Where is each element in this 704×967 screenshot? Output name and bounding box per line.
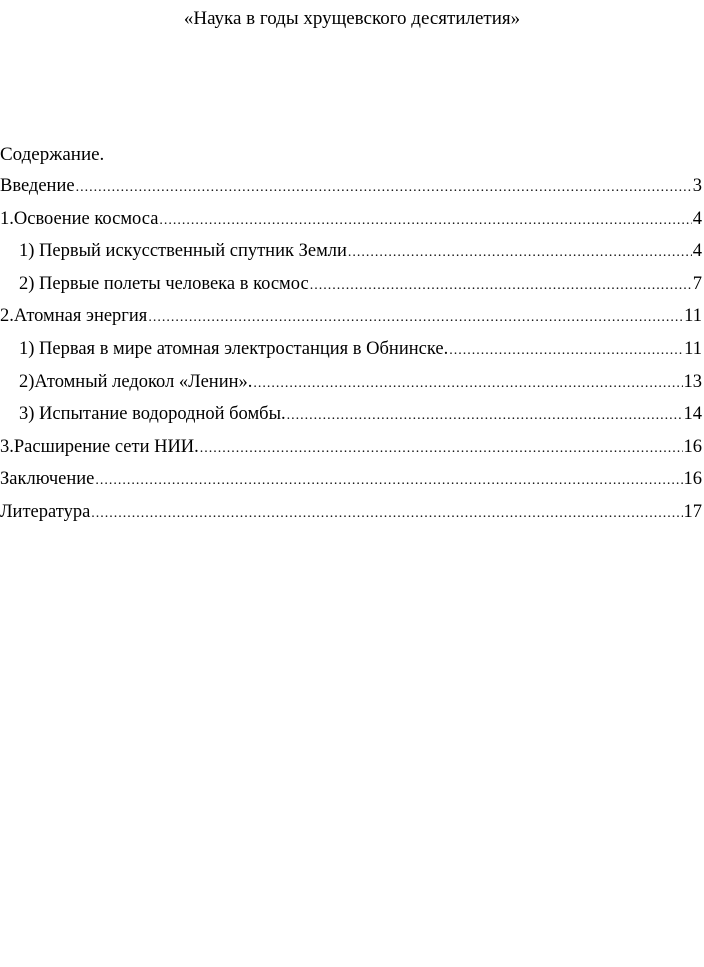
toc-entry-page: 14 xyxy=(683,404,702,425)
toc-entry-page: 17 xyxy=(683,501,702,522)
toc-entry-label: 3.Расширение сети НИИ. xyxy=(0,436,199,457)
toc-entry-page: 16 xyxy=(683,469,702,490)
toc-entry-conclusion[interactable] xyxy=(0,467,704,500)
toc-entry-label: 2.Атомная энергия xyxy=(0,306,148,327)
toc-entry-page: 11 xyxy=(684,338,702,359)
toc-dot-leader xyxy=(148,306,683,330)
toc-entry-research-institutes[interactable] xyxy=(0,435,704,468)
toc-dot-leader xyxy=(287,404,683,428)
toc-entry-page: 7 xyxy=(692,273,702,294)
toc-entry-page: 3 xyxy=(692,176,702,196)
toc-entry-atomic-energy[interactable] xyxy=(0,304,704,337)
toc-dot-leader xyxy=(310,274,692,298)
toc-entry-label: 3) Испытание водородной бомбы. xyxy=(19,404,286,425)
toc-entry-literature[interactable] xyxy=(0,500,704,533)
toc-entry-satellite[interactable] xyxy=(0,239,704,272)
toc-entry-label: 1) Первая в мире атомная электростанция в Обнинске. xyxy=(19,338,449,359)
toc-dot-leader xyxy=(348,241,692,265)
toc-dot-leader xyxy=(200,437,683,461)
toc-entry-obninsk-plant[interactable] xyxy=(0,337,704,370)
toc-entry-page: 4 xyxy=(692,208,702,229)
toc-entry-label: Литература xyxy=(0,501,91,522)
toc-entry-manned-flights[interactable] xyxy=(0,272,704,305)
toc-dot-leader xyxy=(95,469,682,493)
toc-entry-label: Заключение xyxy=(0,469,95,490)
toc-dot-leader xyxy=(159,209,691,233)
toc-entry-label: 1) Первый искусственный спутник Земли xyxy=(19,241,347,262)
toc-heading: Содержание. xyxy=(0,144,105,165)
toc-entry-introduction[interactable] xyxy=(0,174,704,207)
toc-entry-space[interactable] xyxy=(0,207,704,240)
toc-entry-hydrogen-bomb[interactable] xyxy=(0,402,704,435)
toc-entry-page: 11 xyxy=(684,306,702,327)
document-title: «Наука в годы хрущевского десятилетия» xyxy=(183,8,521,29)
toc-entry-page: 4 xyxy=(692,241,702,262)
table-of-contents xyxy=(0,174,704,533)
toc-dot-leader xyxy=(91,502,682,526)
toc-dot-leader xyxy=(449,339,683,363)
toc-entry-page: 13 xyxy=(683,371,702,392)
toc-entry-page: 16 xyxy=(683,436,702,457)
toc-dot-leader xyxy=(253,372,682,396)
toc-dot-leader xyxy=(76,176,692,200)
toc-entry-label: 1.Освоение космоса xyxy=(0,208,159,229)
toc-entry-label: 2) Первые полеты человека в космос xyxy=(19,273,309,294)
toc-entry-label: Введение xyxy=(0,176,75,196)
toc-entry-label: 2)Атомный ледокол «Ленин». xyxy=(19,371,253,392)
toc-entry-icebreaker-lenin[interactable] xyxy=(0,370,704,403)
